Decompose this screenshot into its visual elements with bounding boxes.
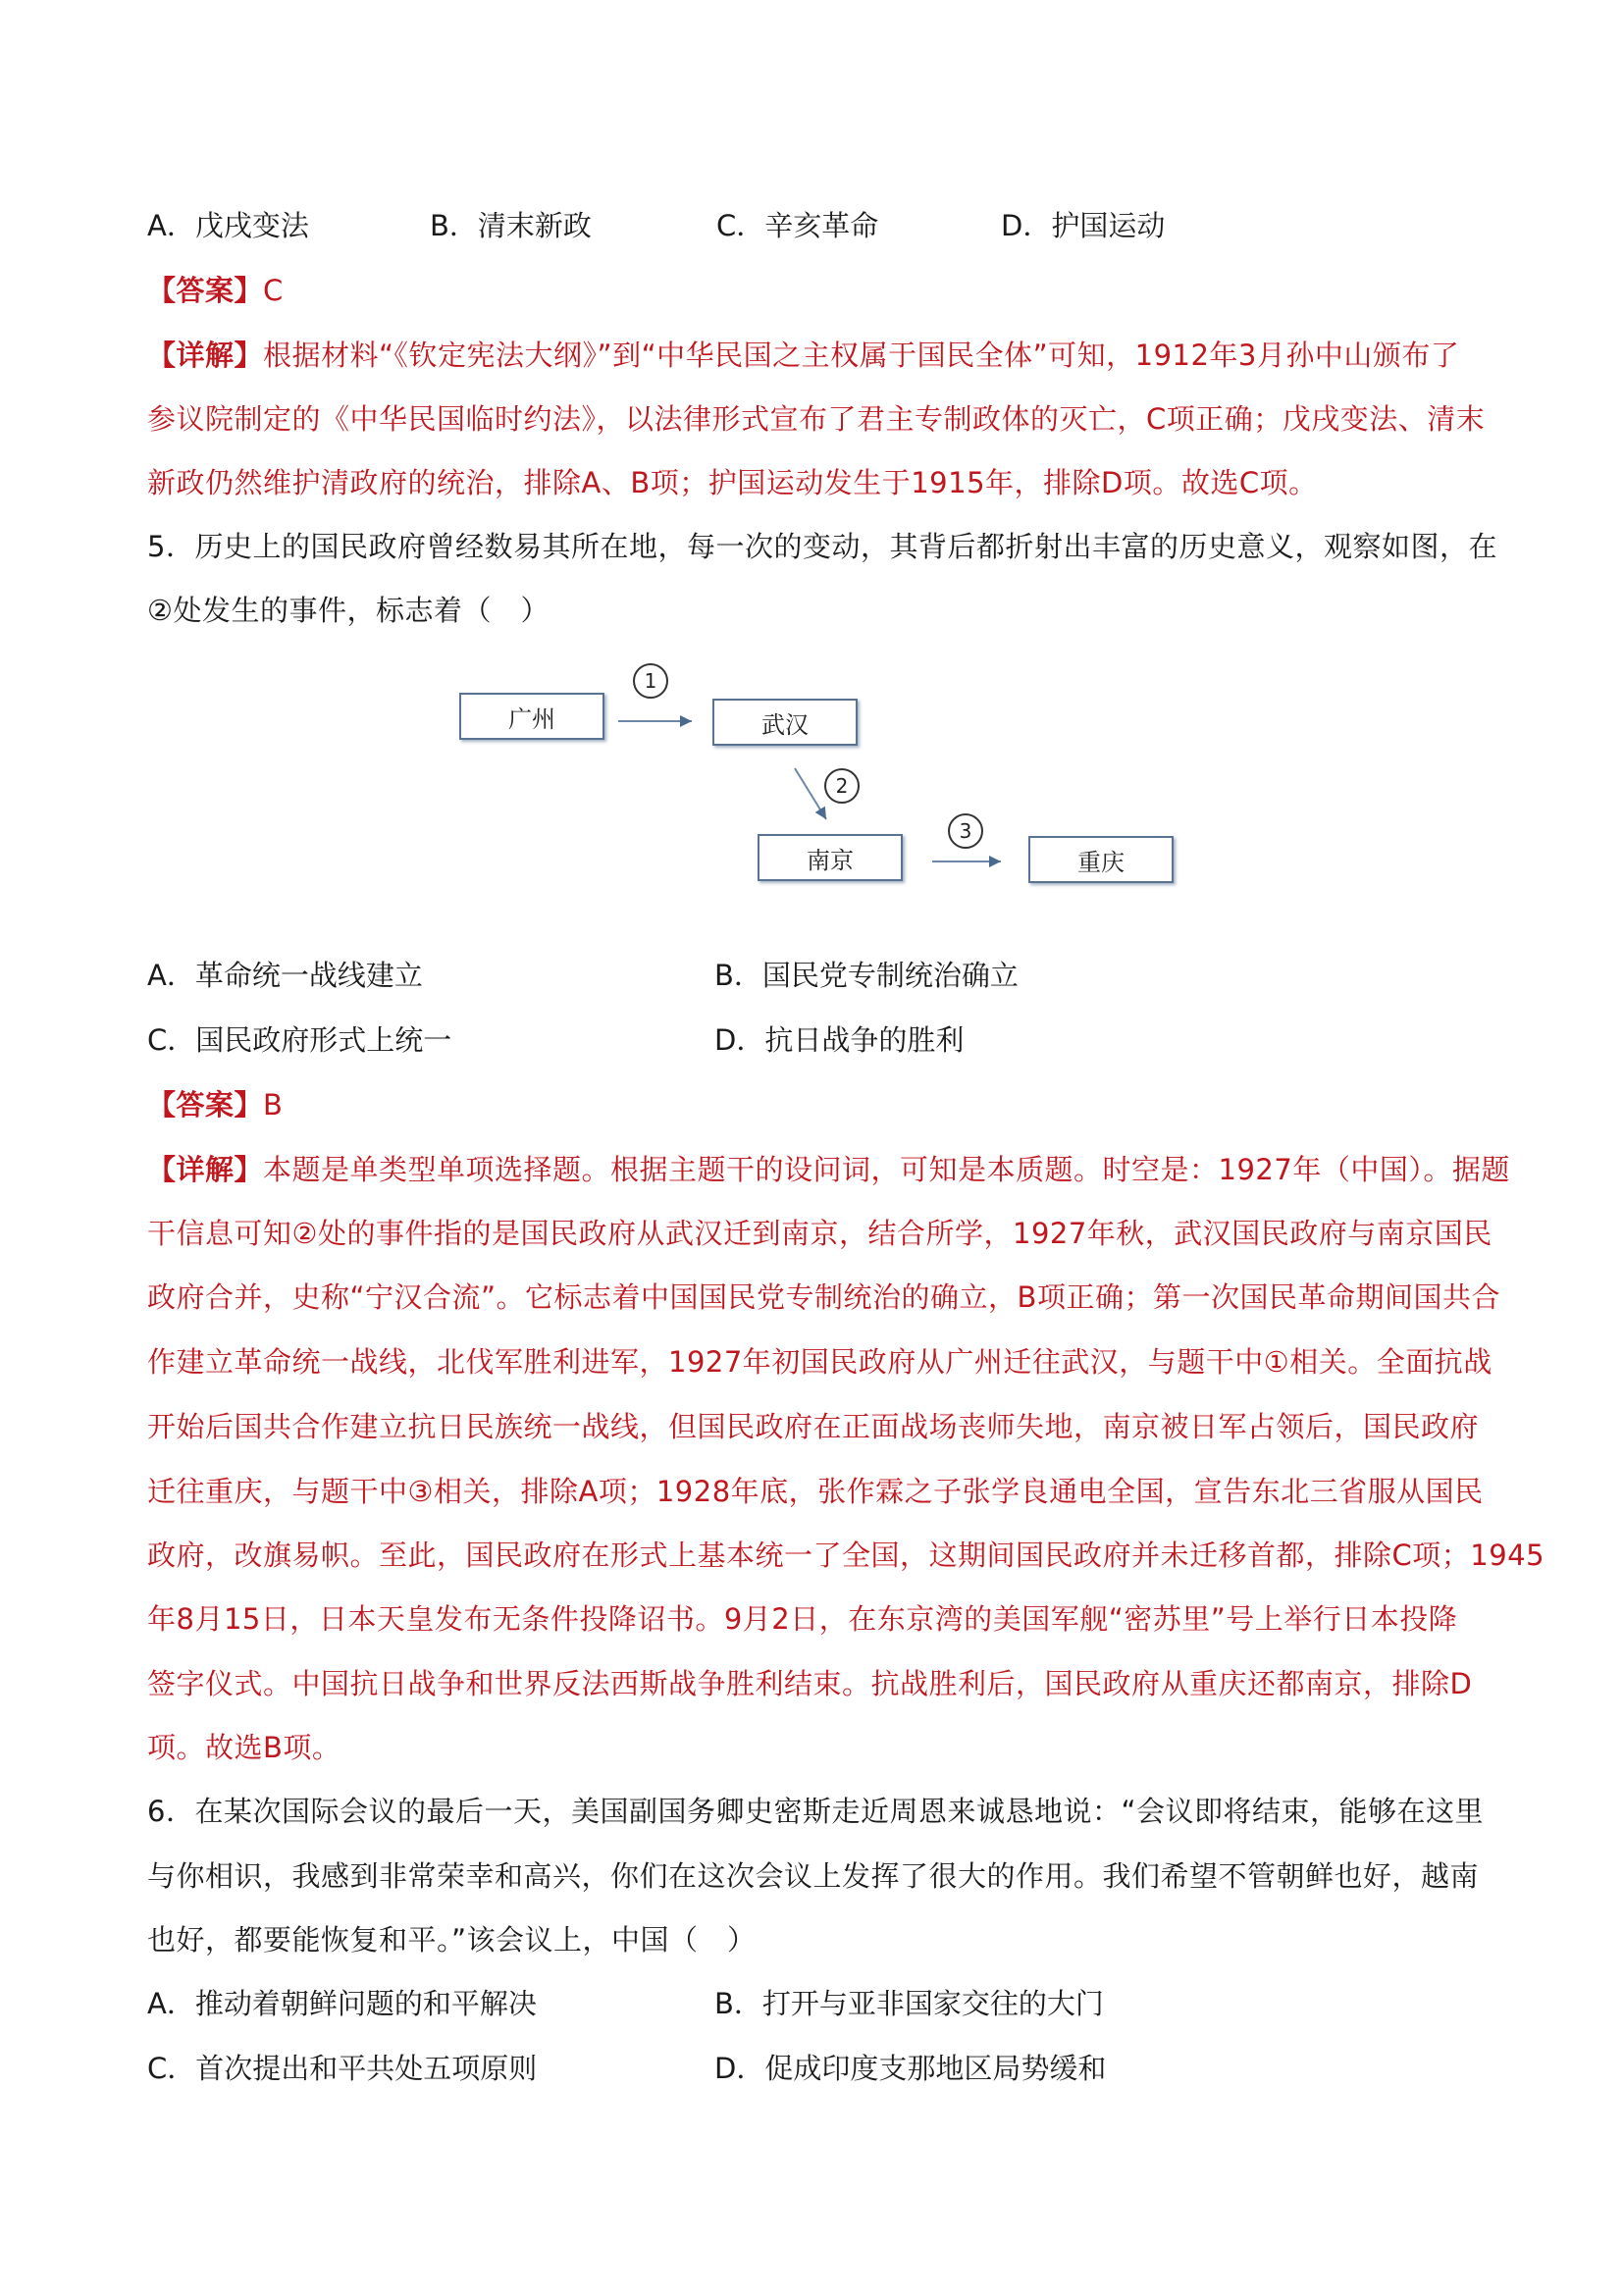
q6-option-c: C．首次提出和平共处五项原则 (147, 2052, 538, 2085)
q5-option-c: C．国民政府形式上统一 (147, 1023, 452, 1057)
detail-line: 干信息可知②处的事件指的是国民政府从武汉迁到南京，结合所学，1927年秋，武汉国民政府与南京国民 (147, 1217, 1492, 1250)
answer-value: B (263, 1088, 284, 1122)
q5-option-b: B．国民党专制统治确立 (714, 959, 1019, 992)
question-stem-line: 与你相识，我感到非常荣幸和高兴，你们在这次会议上发挥了很大的作用。我们希望不管朝鲜也好，越南 (147, 1859, 1480, 1893)
step-3-circle: 3 (948, 813, 983, 849)
q5-option-d: D．抗日战争的胜利 (714, 1023, 965, 1057)
detail-tag: 【详解】 (147, 339, 264, 372)
detail-line (147, 336, 1459, 375)
node-chongqing: 重庆 (1028, 836, 1174, 883)
detail-line: 政府合并，史称“宁汉合流”。它标志着中国国民党专制统治的确立，B项正确；第一次国民革命期间国共合 (147, 1280, 1500, 1314)
q4-answer (147, 271, 284, 310)
q6-option-d: D．促成印度支那地区局势缓和 (714, 2052, 1107, 2085)
answer-tag: 【答案】 (147, 274, 264, 307)
answer-tag: 【答案】 (147, 1088, 264, 1122)
q4-option-d: D．护国运动 (1001, 209, 1166, 242)
node-nanjing: 南京 (758, 834, 903, 881)
detail-line: 政府，改旗易帜。至此，国民政府在形式上基本统一了全国，这期间国民政府并未迁移首都，排除C项；1945 (147, 1539, 1545, 1572)
q6-option-b: B．打开与亚非国家交往的大门 (714, 1987, 1104, 2020)
q4-option-b: B．清末新政 (430, 209, 592, 242)
detail-text: 本题是单类型单项选择题。根据主题干的设问词，可知是本质题。时空是：1927年（中国）。据题 (263, 1153, 1510, 1186)
q5-answer (147, 1085, 283, 1124)
q5-option-a: A．革命统一战线建立 (147, 959, 423, 992)
detail-line (147, 1150, 1510, 1189)
q4-option-a: A．戊戌变法 (147, 209, 309, 242)
answer-value: C (263, 274, 284, 307)
arrow-2 (795, 768, 826, 819)
detail-line: 签字仪式。中国抗日战争和世界反法西斯战争胜利结束。抗战胜利后，国民政府从重庆还都南京，排除D (147, 1667, 1473, 1700)
detail-line: 作建立革命统一战线，北伐军胜利进军，1927年初国民政府从广州迁往武汉，与题干中①相关。全面抗战 (147, 1345, 1492, 1379)
detail-line: 迁往重庆，与题干中③相关，排除A项；1928年底，张作霖之子张学良通电全国，宣告东北三省服从国民 (147, 1475, 1484, 1508)
detail-line: 参议院制定的《中华民国临时约法》，以法律形式宣布了君主专制政体的灭亡，C项正确；戊戌变法、清末 (147, 402, 1486, 436)
detail-line: 新政仍然维护清政府的统治，排除A、B项；护国运动发生于1915年，排除D项。故选C项。 (147, 466, 1318, 499)
q4-option-c: C．辛亥革命 (716, 209, 879, 242)
question-stem-line: 也好，都要能恢复和平。”该会议上，中国（ ） (147, 1923, 757, 1957)
node-guangzhou: 广州 (459, 693, 604, 740)
question-stem-line: 6．在某次国际会议的最后一天，美国副国务卿史密斯走近周恩来诚恳地说：“会议即将结束，能够在这里 (147, 1795, 1484, 1828)
node-wuhan: 武汉 (712, 699, 858, 746)
step-2-circle: 2 (824, 768, 860, 804)
step-1-circle: 1 (633, 663, 668, 699)
detail-text: 根据材料“《钦定宪法大纲》”到“中华民国之主权属于国民全体”可知，1912年3月孙中山颁布了 (263, 339, 1460, 372)
question-stem-line: 5．历史上的国民政府曾经数易其所在地，每一次的变动，其背后都折射出丰富的历史意义，观察如图，在 (147, 530, 1497, 563)
detail-line: 开始后国共合作建立抗日民族统一战线，但国民政府在正面战场丧师失地，南京被日军占领后，国民政府 (147, 1410, 1480, 1443)
detail-line: 项。故选B项。 (147, 1731, 341, 1764)
detail-line: 年8月15日，日本天皇发布无条件投降诏书。9月2日，在东京湾的美国军舰“密苏里”号上举行日本投降 (147, 1602, 1458, 1636)
q6-option-a: A．推动着朝鲜问题的和平解决 (147, 1987, 537, 2020)
question-stem-line: ②处发生的事件，标志着（ ） (147, 594, 550, 627)
detail-tag: 【详解】 (147, 1153, 264, 1186)
